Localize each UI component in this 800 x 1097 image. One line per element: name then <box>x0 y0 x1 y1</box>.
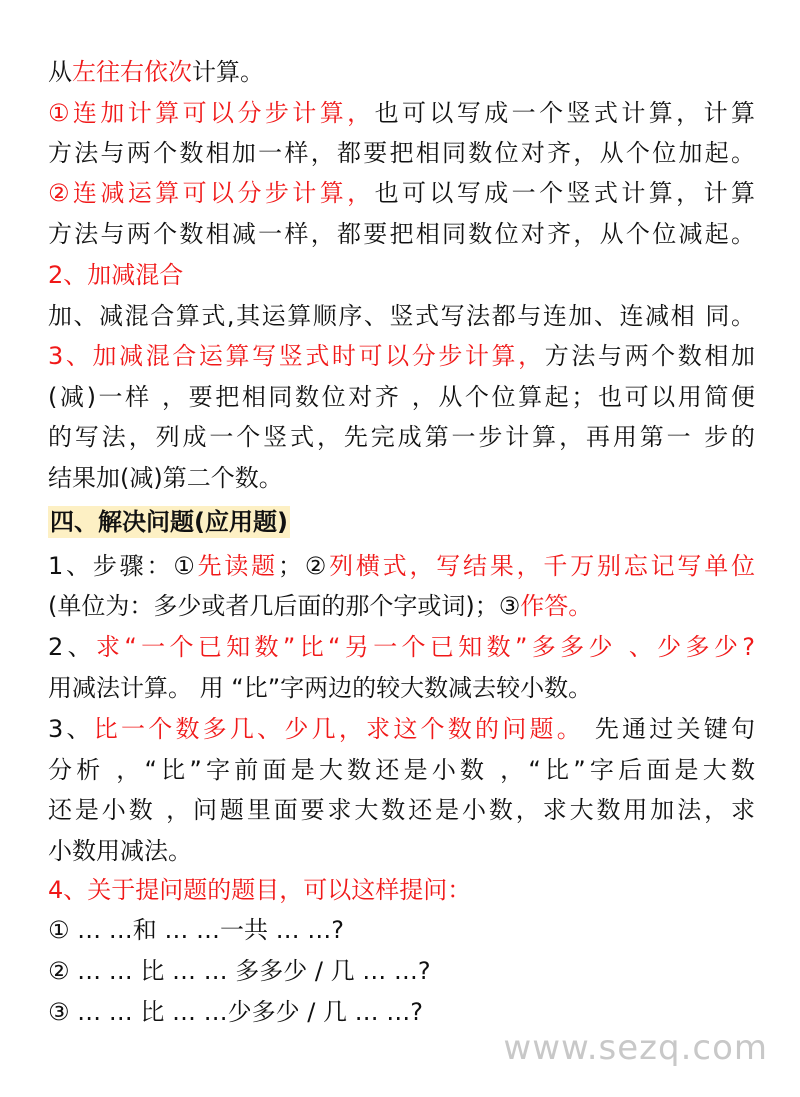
text-line <box>48 422 755 452</box>
text-line <box>48 997 755 1027</box>
emphasis-text: ②连减运算可以分步计算， <box>48 179 375 207</box>
body-text: 分析 ，“比”字前面是大数还是小数 ，“比”字后面是大数 <box>48 756 755 784</box>
body-text: (单位为：多少或者几后面的那个字或词)；③ <box>48 592 521 620</box>
watermark: www.sezq.com <box>503 1028 768 1068</box>
body-text: 方法与两个数相加一样，都要把相同数位对齐，从个位加起。 <box>48 139 755 167</box>
body-text: 四、解决问题(应用题) <box>50 508 288 536</box>
text-line <box>48 915 755 945</box>
emphasis-text: 先读题 <box>197 552 278 580</box>
text-line <box>48 714 755 744</box>
emphasis-text: 求“一个已知数”比“另一个已知数”多多少 、少多少? <box>95 633 755 661</box>
body-text: ③ … … 比 … …少多少 / 几 … …? <box>48 998 423 1026</box>
emphasis-text: 比一个数多几、少几，求这个数的问题。 <box>93 715 584 743</box>
text-line <box>48 382 755 412</box>
body-text: ；② <box>277 552 330 580</box>
body-text: 的写法，列成一个竖式，先完成第一步计算，再用第一 步的 <box>48 423 755 451</box>
body-text: 也可以写成一个竖式计算，计算 <box>374 99 756 127</box>
text-line <box>48 463 755 493</box>
section-heading <box>48 507 755 537</box>
emphasis-text: 2、加减混合 <box>48 261 184 289</box>
body-text: 1、步骤：① <box>48 552 198 580</box>
text-line <box>48 836 755 866</box>
body-text: 还是小数 ，问题里面要求大数还是小数，求大数用加法，求 <box>48 796 755 824</box>
body-text: 也可以写成一个竖式计算，计算 <box>374 179 756 207</box>
text-line <box>48 795 755 825</box>
text-line <box>48 57 755 87</box>
text-line <box>48 551 755 581</box>
body-text: ① … …和 … …一共 … …? <box>48 916 345 944</box>
body-text: 计算。 <box>192 58 264 86</box>
body-text: 结果加(减)第二个数。 <box>48 464 283 492</box>
emphasis-text: ①连加计算可以分步计算， <box>48 99 375 127</box>
text-line <box>48 673 755 703</box>
text-line <box>48 956 755 986</box>
emphasis-text: 作答。 <box>520 592 593 620</box>
text-line <box>48 219 755 249</box>
body-text: 加、减混合算式,其运算顺序、竖式写法都与连加、连减相 同。 <box>48 302 755 330</box>
emphasis-text: 4、关于提问题的题目，可以这样提问： <box>48 876 472 904</box>
body-text: ② … … 比 … … 多多少 / 几 … …? <box>48 957 431 985</box>
emphasis-text: 3、加减混合运算写竖式时可以分步计算， <box>48 342 545 370</box>
body-text: 方法与两个数相减一样，都要把相同数位对齐，从个位减起。 <box>48 220 755 248</box>
text-line <box>48 301 755 331</box>
text-line <box>48 341 755 371</box>
body-text: 用减法计算。 用 “比”字两边的较大数减去较小数。 <box>48 674 593 702</box>
highlighted-heading <box>48 506 290 538</box>
text-line <box>48 591 755 621</box>
body-text: 先通过关键句 <box>583 715 756 743</box>
body-text: 3、 <box>48 715 94 743</box>
body-text: (减)一样 ，要把相同数位对齐 ，从个位算起；也可以用简便 <box>48 383 755 411</box>
body-text: 小数用减法。 <box>48 837 192 865</box>
text-line <box>48 755 755 785</box>
text-line <box>48 632 755 662</box>
text-line <box>48 138 755 168</box>
text-line <box>48 875 755 905</box>
text-line <box>48 98 755 128</box>
text-line <box>48 178 755 208</box>
body-text: 从 <box>48 58 72 86</box>
body-text: 2、 <box>48 633 96 661</box>
emphasis-text: 列横式，写结果，千万别忘记写单位 <box>329 552 755 580</box>
emphasis-text: 左往右依次 <box>72 58 192 86</box>
body-text: 方法与两个数相加 <box>544 342 755 370</box>
text-line <box>48 260 755 290</box>
